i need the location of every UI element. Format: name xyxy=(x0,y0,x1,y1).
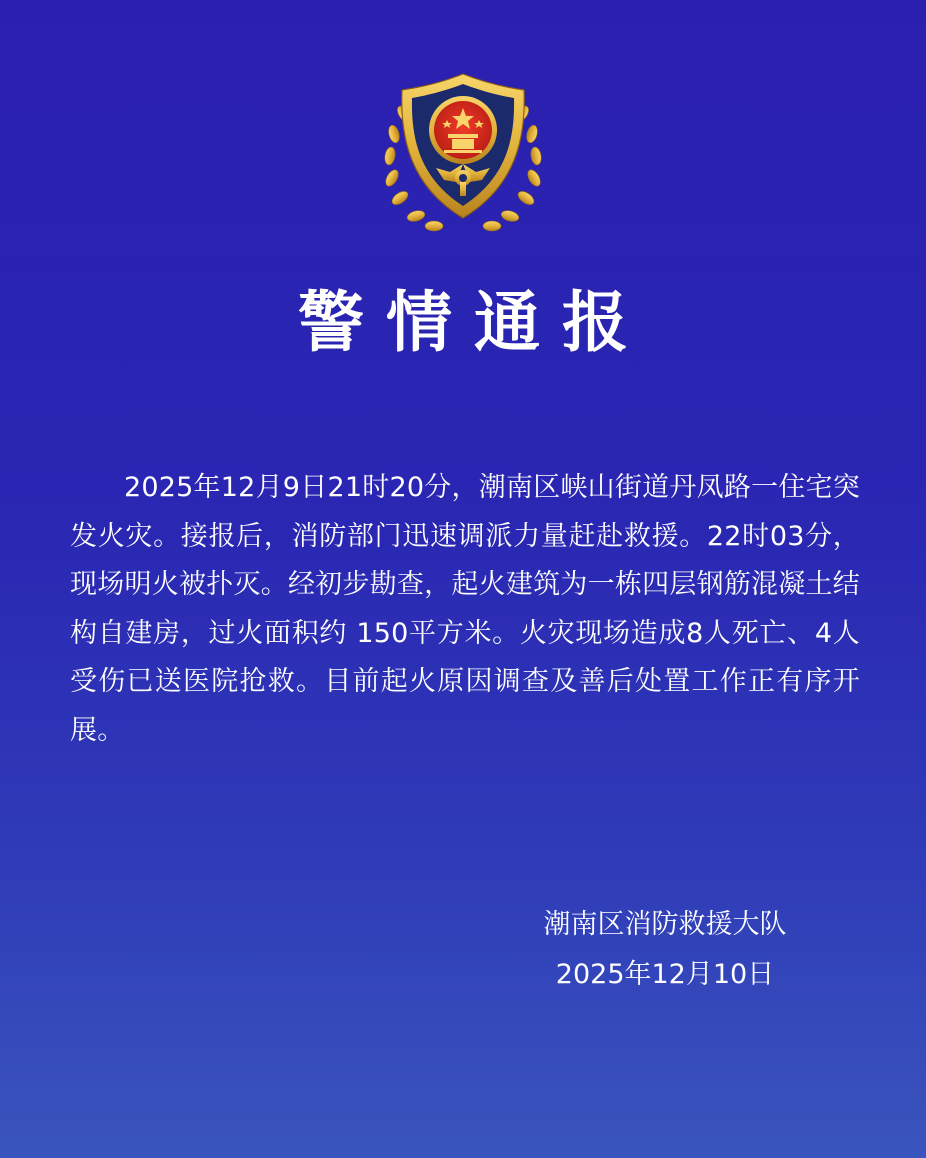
notice-body: 2025年12月9日21时20分，潮南区峡山街道丹凤路一住宅突发火灾。接报后，消防部门迅速调派力量赶赴救援。22时03分，现场明火被扑灭。经初步勘查，起火建筑为一栋四层钢筋混凝土结构自建房，过火面积约 150平方米。火灾现场造成8人死亡、4人受伤已送医院抢救。目前起火原因调查及善后处置工作正有序开展。 xyxy=(70,472,860,746)
fire-rescue-emblem-icon xyxy=(378,68,548,240)
issuer-name: 潮南区消防救援大队 xyxy=(543,909,787,940)
signature-block xyxy=(500,900,830,1000)
notice-title: 警情通报 xyxy=(298,284,650,361)
issue-date: 2025年12月10日 xyxy=(555,959,775,990)
